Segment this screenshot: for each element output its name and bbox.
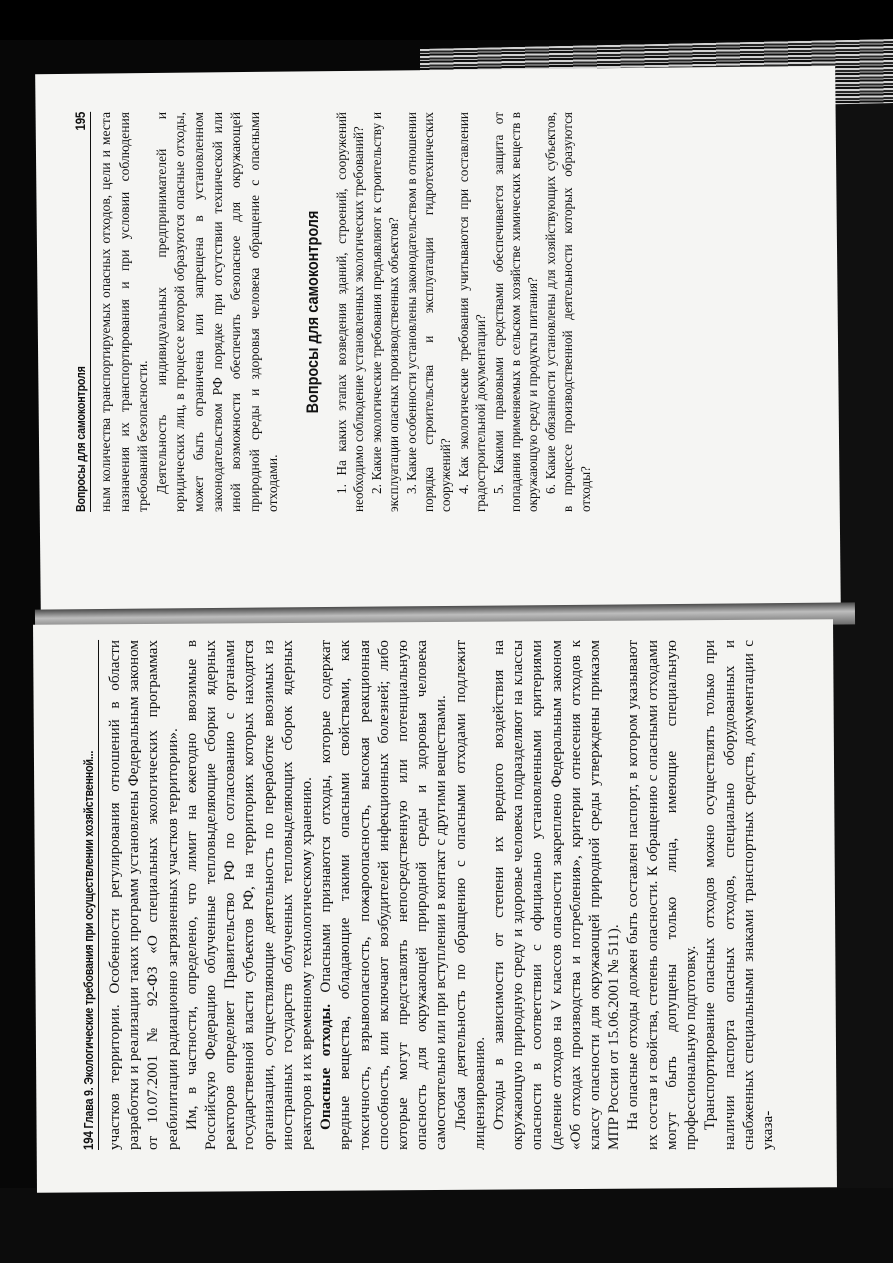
question-item: 4. Как экологические требования учитываются при составлении градостроительной документации? — [455, 112, 489, 512]
page-number: 194 — [80, 1131, 96, 1150]
page-number: 195 — [72, 111, 88, 131]
question-item: 2. Какие экологические требования предъявляют к строительству и эксплуатации опасных производственных объектов? — [368, 112, 402, 512]
paragraph: На опасные отходы должен быть составлен паспорт, в котором указывают их состав и свойства, степень опасности. К обращению с опасными отходами могут быть допущены только лица, имеющие специальную профессиональную подготовку. — [624, 640, 700, 1150]
paragraph-text: Опасными признаются отходы, которые содержат вредные вещества, обладающие такими опасными свойствами, как токсичность, взрывоопасность, пожароопасность, высокая реакционная способность, или включают возбудителей инфекционных болезней; либо которые могут представлять непосредственную или потенциальную опасность для окружающей природной среды и здоровья человека самостоятельно или при вступлении в контакт с другими веществами. — [317, 640, 450, 1150]
running-head-195 — [72, 112, 91, 512]
page-194-content — [80, 640, 777, 1150]
page-195-content — [72, 112, 594, 512]
paragraph: Любая деятельность по обращению с опасными отходами подлежит лицензированию. — [451, 640, 488, 1150]
running-head-title: Вопросы для самоконтроля — [73, 366, 88, 512]
scan-border-bottom — [0, 1188, 893, 1263]
running-head-title: Глава 9. Экологические требования при осуществлении хозяйственной... — [81, 750, 96, 1129]
scan-border-top — [0, 0, 893, 40]
paragraph: Отходы в зависимости от степени их вредного воздействия на окружающую природную среду и здоровье человека подразделяют на классы опасности в соответствии с официально установленными критериями (деление отходов на V классов опасности закреплено Федеральным законом «Об отходах производства и потребления», критерии отнесения отходов к классу опасности для окружающей природной среды утверждены приказом МПР России от 15.06.2001 № 511). — [490, 640, 623, 1150]
term-heading: Опасные отходы. — [317, 1003, 335, 1130]
question-item: 6. Какие обязанности установлены для хозяйствующих субъектов, в процессе производственной деятельности которых образуются отходы? — [542, 112, 593, 512]
paragraph: участков территории. Особенности регулирования отношений в области разработки и реализации таких программ установлены Федеральным законом от 10.07.2001 № 92-ФЗ «О специальных экологических программах реабилитации радиационно загрязненных участков территории». — [106, 640, 181, 1150]
question-item: 5. Какими правовыми средствами обеспечивается защита от попадания применяемых в сельском хозяйстве химических веществ в окружающую среду и продукты питания? — [490, 112, 541, 512]
running-head-194 — [80, 640, 99, 1150]
section-heading: Вопросы для самоконтроля — [302, 210, 322, 414]
question-item: 1. На каких этапах возведения зданий, строений, сооружений необходимо соблюдение установленных экологических требований? — [333, 112, 367, 512]
paragraph: ным количества транспортируемых опасных отходов, цели и места назначения их транспортирования и при условии соблюдения требований безопасности. — [98, 112, 151, 512]
paragraph — [316, 640, 450, 1150]
question-item: 3. Какие особенности установлены законодательством в отношении порядка строительства и эксплуатации гидротехнических сооружений? — [403, 112, 454, 512]
paragraph: Деятельность индивидуальных предпринимателей и юридических лиц, в процессе которой образуются опасные отходы, может быть ограничена или запрещена в установленном законодательством РФ порядке при отсутствии технической или иной возможности обеспечить безопасное для окружающей природной среды и здоровья человека обращение с опасными отходами. — [153, 112, 281, 512]
paragraph: Им, в частности, определено, что лимит на ежегодно ввозимые в Российскую Федерацию облученные тепловыделяющие сборки ядерных реакторов определяет Правительство РФ по согласованию с органами государственной власти субъектов РФ, на территориях которых находятся организации, осуществляющие деятельность по переработке ввозимых из иностранных государств облученных тепловыделяющих сборок ядерных реакторов и их временному технологическому хранению. — [182, 640, 316, 1150]
paragraph: Транспортирование опасных отходов можно осуществлять только при наличии паспорта опасных отходов, специально оборудованных и снабженных специальными знаками транспортных средств, документации с указа- — [701, 640, 776, 1150]
